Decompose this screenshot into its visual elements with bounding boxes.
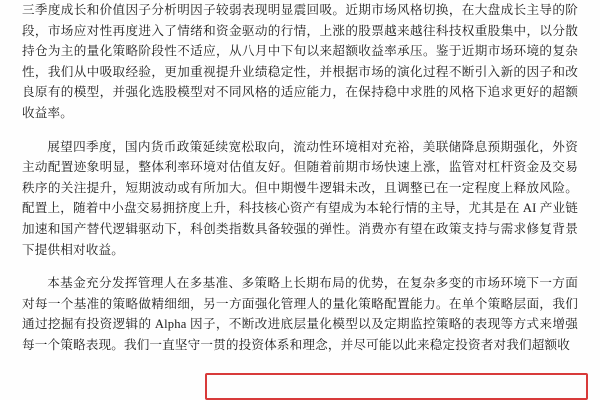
paragraph-spacer bbox=[22, 260, 578, 273]
paragraph-2: 展望四季度，国内货币政策延续宽松取向，流动性环境相对充裕，美联储降息预期强化，外资主动配置迹象明显，整体利率环境对估值友好。但随着前期市场快速上涨，监管对杠杆资金及交易秩序的关注提升，短期波动或有所加大。但中期慢牛逻辑未改，且调整已在一定程度上释放风险。配置上，随着中小盘交易拥挤度上升，科技核心资产有望成为本轮行情的主导，尤其是在 AI 产业链加速和国产替代逻辑驱动下，科创类指数具备较强的弹性。消费亦有望在政策支持与需求修复背景下提供相对收益。 bbox=[22, 139, 578, 257]
document-body bbox=[22, 0, 578, 356]
paragraph-3: 本基金充分发挥管理人在多基准、多策略上长期布局的优势，在复杂多变的市场环境下一方面对每一个基准的策略做精细细，另一方面强化管理人的量化策略配置能力。在单个策略层面，我们通过挖掘有投资逻辑的 Alpha 因子，不断改进底层量化模型以及定期监控策略的表现等方式来增强每一个策略表现。我们一直坚守一贯的投资体系和理念，并尽可能以此来稳定投资者对我们超额收 bbox=[22, 276, 578, 352]
red-rectangle-highlight bbox=[205, 373, 588, 400]
paragraph-1: 三季度成长和价值因子分析明因子较弱表现明显震回吸。近期市场风格切换，在大盘成长主导的阶段，市场应对性再度进入了情绪和资金驱动的行情，上涨的股票越来越往科技权重股集中，以分散持仓为主的量化策略阶段性不适应，从八月中下旬以来超额收益率承压。鉴于近期市场环境的复杂性，我们从中吸取经验，更加重视提升业绩稳定性，并根据市场的演化过程不断引入新的因子和改良原有的模型，并强化选股模型对不同风格的适应能力，在保持稳中求胜的风格下追求更好的超额收益率。 bbox=[22, 3, 578, 120]
paragraph-spacer bbox=[22, 124, 578, 137]
